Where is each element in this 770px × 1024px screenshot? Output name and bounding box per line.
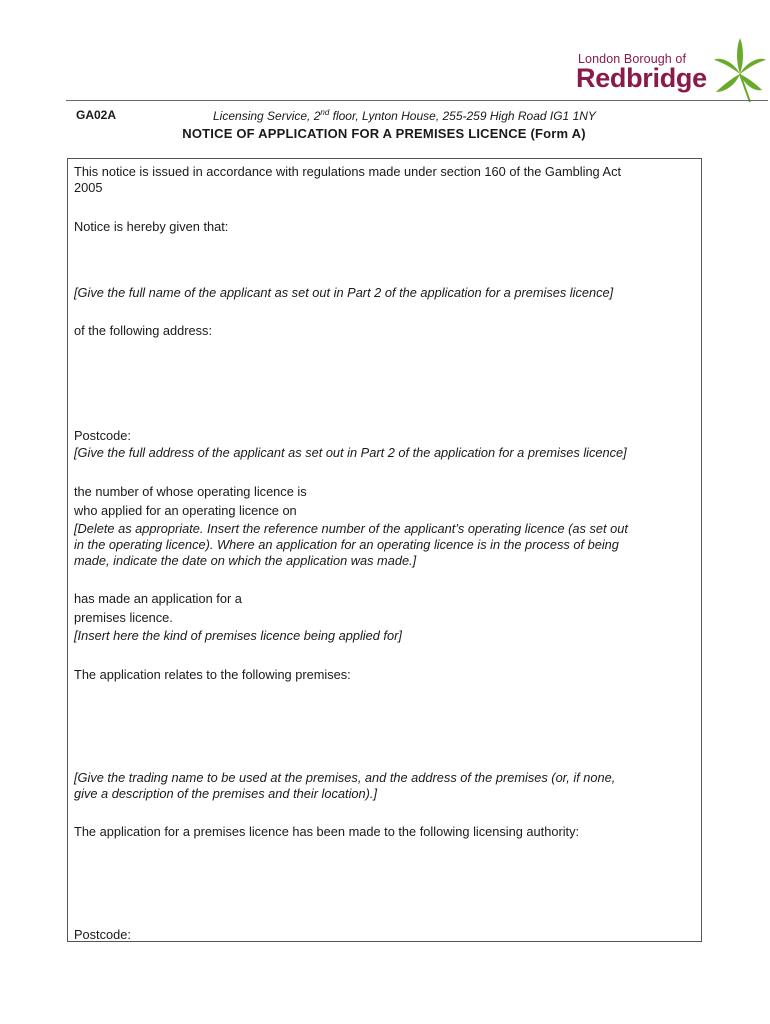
premises-licence-label: premises licence.	[74, 610, 173, 625]
chestnut-leaf-icon	[710, 36, 770, 106]
has-made-application-label: has made an application for a	[74, 591, 242, 606]
postcode-label: Postcode:	[74, 428, 131, 443]
redbridge-logo	[572, 36, 768, 106]
hint-trading-line-2: give a description of the premises and their location).]	[74, 786, 378, 801]
following-address-label: of the following address:	[74, 323, 213, 338]
document-reference: GA02A	[76, 108, 117, 122]
hint-applicant-name: [Give the full name of the applicant as set out in Part 2 of the application for a premises licence]	[74, 285, 614, 300]
logo-borough-text: London Borough of	[578, 52, 687, 66]
licensing-authority-label: The application for a premises licence has been made to the following licensing authority:	[74, 824, 580, 839]
service-address: Licensing Service, 2nd floor, Lynton House, 255-259 High Road IG1 1NY	[213, 108, 596, 123]
hint-delete-line-1: [Delete as appropriate. Insert the reference number of the applicant’s operating licence (as set out	[74, 521, 628, 536]
hint-delete-line-3: made, indicate the date on which the application was made.]	[74, 553, 417, 568]
logo-redbridge-text: Redbridge	[576, 63, 707, 93]
intro-line-1: This notice is issued in accordance with regulations made under section 160 of the Gambling Act	[74, 164, 622, 179]
postcode-label-authority: Postcode:	[74, 927, 131, 942]
hint-trading-line-1: [Give the trading name to be used at the premises, and the address of the premises (or, if none,	[74, 770, 616, 785]
intro-line-2: 2005	[74, 180, 103, 195]
hint-applicant-address: [Give the full address of the applicant as set out in Part 2 of the application for a premises licence]	[74, 445, 627, 460]
hint-licence-kind: [Insert here the kind of premises licence being applied for]	[74, 628, 402, 643]
hint-delete-line-2: in the operating licence). Where an application for an operating licence is in the process of being	[74, 537, 619, 552]
notice-given: Notice is hereby given that:	[74, 219, 229, 234]
header-rule	[66, 100, 768, 101]
page-title: NOTICE OF APPLICATION FOR A PREMISES LICENCE (Form A)	[182, 126, 586, 141]
operating-licence-number-label: the number of whose operating licence is	[74, 484, 307, 499]
operating-licence-applied-label: who applied for an operating licence on	[74, 503, 297, 518]
premises-relates-label: The application relates to the following premises:	[74, 667, 351, 682]
